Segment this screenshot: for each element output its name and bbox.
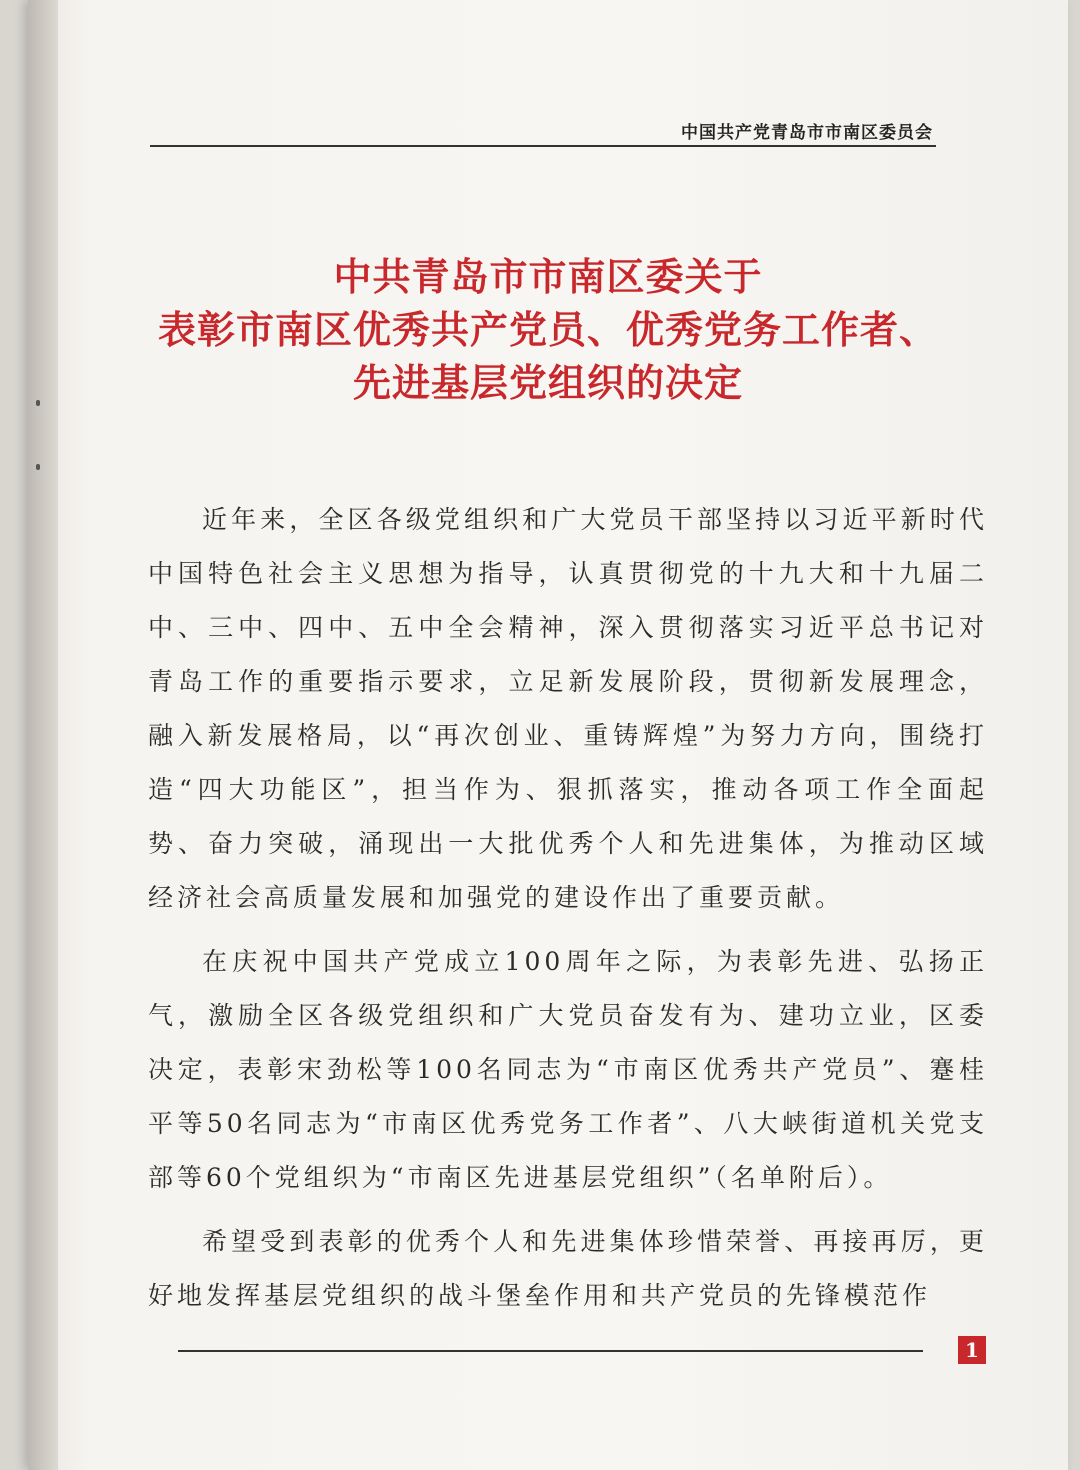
document-title [128,250,968,409]
footer-divider [178,1350,923,1352]
body-paragraph: 在庆祝中国共产党成立100周年之际，为表彰先进、弘扬正气，激励全区各级党组织和广大党员奋发有为、建功立业，区委决定，表彰宋劲松等100名同志为“市南区优秀共产党员”、蹇桂平等50名同志为“市南区优秀党务工作者”、八大峡街道机关党支部等60个党组织为“市南区先进基层党组织”（名单附后）。 [148,947,988,1192]
title-line: 表彰市南区优秀共产党员、优秀党务工作者、 [157,307,938,352]
document-body [148,493,988,1333]
scan-mark [36,400,40,406]
book-spine-shadow [28,0,58,1470]
body-paragraph: 近年来，全区各级党组织和广大党员干部坚持以习近平新时代中国特色社会主义思想为指导，认真贯彻党的十九大和十九届二中、三中、四中、五中全会精神，深入贯彻落实习近平总书记对青岛工作的重要指示要求，立足新发展阶段，贯彻新发展理念，融入新发展格局，以“再次创业、重铸辉煌”为努力方向，围绕打造“四大功能区”，担当作为、狠抓落实，推动各项工作全面起势、奋力突破，涌现出一大批优秀个人和先进集体，为推动区域经济社会高质量发展和加强党的建设作出了重要贡献。 [148,505,988,912]
title-line: 先进基层党组织的决定 [352,360,743,405]
body-paragraph: 希望受到表彰的优秀个人和先进集体珍惜荣誉、再接再厉，更好地发挥基层党组织的战斗堡垒作用和共产党员的先锋模范作 [148,1227,988,1310]
scan-mark [36,464,40,470]
header-divider [150,145,936,147]
document-page [28,0,1068,1470]
page-number-badge: 1 [958,1336,986,1364]
title-line: 中共青岛市市南区委关于 [333,254,763,299]
header-organization: 中国共产党青岛市市南区委员会 [681,123,933,143]
